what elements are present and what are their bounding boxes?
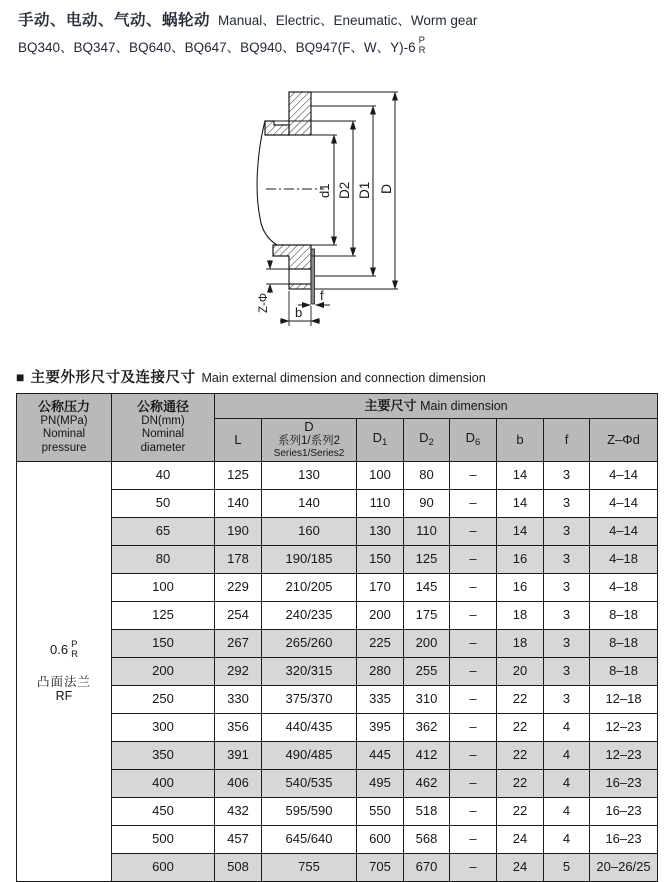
dimension-cell: – [450, 770, 497, 798]
dimension-cell: 24 [497, 854, 544, 882]
dimension-cell: 310 [404, 686, 450, 714]
dimension-cell: – [450, 546, 497, 574]
dimension-cell: 178 [215, 546, 262, 574]
dimension-cell: 145 [404, 574, 450, 602]
dimension-cell: 16 [497, 574, 544, 602]
dimension-cell: 550 [357, 798, 404, 826]
table-row [17, 462, 658, 490]
table-row [17, 798, 658, 826]
dimension-cell: 22 [497, 742, 544, 770]
drive-types-line [18, 8, 658, 30]
dimension-cell: – [450, 602, 497, 630]
table-row [17, 630, 658, 658]
dimension-cell: 175 [404, 602, 450, 630]
diameter-column-header: 公称通径 DN(mm) Nominal diameter [112, 394, 215, 462]
dimension-cell: 4–18 [590, 574, 658, 602]
dimension-cell: 24 [497, 826, 544, 854]
section-title-en: Main external dimension and connection dimension [201, 371, 486, 385]
dimension-cell: 225 [357, 630, 404, 658]
col-header-D-series: D 系列1/系列2 Series1/Series2 [262, 419, 357, 462]
dimension-cell: 18 [497, 602, 544, 630]
col-header-b: b [497, 419, 544, 462]
dn-cell: 40 [112, 462, 215, 490]
dimension-cell: 495 [357, 770, 404, 798]
dimension-cell: 8–18 [590, 630, 658, 658]
dimension-cell: 440/435 [262, 714, 357, 742]
dimension-cell: 412 [404, 742, 450, 770]
pressure-column-header: 公称压力 PN(MPa) Nominal pressure [17, 394, 112, 462]
pipe-break-line [257, 121, 277, 245]
dim-label-D: D [378, 183, 394, 194]
section-title [16, 366, 486, 387]
dn-cell: 80 [112, 546, 215, 574]
dimension-cell: 20–26/25 [590, 854, 658, 882]
section-title-zh: 主要外形尺寸及连接尺寸 [30, 370, 196, 386]
dimension-cell: 432 [215, 798, 262, 826]
dimension-cell: 12–23 [590, 742, 658, 770]
dimension-cell: 150 [357, 546, 404, 574]
lower-flange-section [273, 245, 311, 269]
table-row [17, 826, 658, 854]
dimension-cell: 170 [357, 574, 404, 602]
dimension-cell: – [450, 854, 497, 882]
dimension-cell: 8–18 [590, 602, 658, 630]
raised-face-strip [311, 249, 315, 304]
lower-flange-tip-section [289, 284, 311, 289]
dn-cell: 600 [112, 854, 215, 882]
dimension-cell: 267 [215, 630, 262, 658]
drive-types-en: Manual、Electric、Eneumatic、Worm gear [218, 13, 478, 28]
dimension-cell: 4 [544, 826, 590, 854]
dimension-cell: 4 [544, 714, 590, 742]
dimension-cell: 280 [357, 658, 404, 686]
pressure-class-stack: P R [418, 35, 426, 57]
dimension-cell: – [450, 686, 497, 714]
dimension-cell: 80 [404, 462, 450, 490]
dimension-cell: 4–14 [590, 462, 658, 490]
dn-cell: 100 [112, 574, 215, 602]
dimension-cell: 292 [215, 658, 262, 686]
dn-cell: 150 [112, 630, 215, 658]
dimension-cell: – [450, 518, 497, 546]
section-bullet-icon: ■ [16, 369, 25, 385]
dimension-cell: 130 [262, 462, 357, 490]
dn-cell: 450 [112, 798, 215, 826]
table-row [17, 686, 658, 714]
dimension-cell: 110 [357, 490, 404, 518]
col-header-D1: $D_1$ [357, 419, 404, 462]
dimension-cell: 140 [215, 490, 262, 518]
dimension-cell: – [450, 658, 497, 686]
dimension-cell: 190 [215, 518, 262, 546]
dn-cell: 200 [112, 658, 215, 686]
dimension-cell: – [450, 826, 497, 854]
dimension-cell: 265/260 [262, 630, 357, 658]
dn-cell: 500 [112, 826, 215, 854]
col-header-f: f [544, 419, 590, 462]
table-row [17, 602, 658, 630]
table-row [17, 546, 658, 574]
dim-label-D2: D2 [337, 181, 352, 199]
dimension-cell: 8–18 [590, 658, 658, 686]
dimension-cell: 3 [544, 658, 590, 686]
dimension-cell: 445 [357, 742, 404, 770]
dim-label-D1: D1 [357, 181, 372, 199]
dimension-cell: 3 [544, 630, 590, 658]
dimension-cell: 362 [404, 714, 450, 742]
dimension-cell: 16 [497, 546, 544, 574]
table-row [17, 518, 658, 546]
dimension-cell: 5 [544, 854, 590, 882]
dimension-cell: 16–23 [590, 770, 658, 798]
dimension-cell: 395 [357, 714, 404, 742]
dimension-cell: 22 [497, 686, 544, 714]
dn-cell: 50 [112, 490, 215, 518]
dimension-cell: 110 [404, 518, 450, 546]
dn-cell: 400 [112, 770, 215, 798]
dimension-cell: 540/535 [262, 770, 357, 798]
dimension-cell: 4 [544, 770, 590, 798]
dimension-cell: 240/235 [262, 602, 357, 630]
dimension-cell: 16–23 [590, 826, 658, 854]
dimension-cell: 705 [357, 854, 404, 882]
dim-label-f: f [320, 288, 324, 303]
dimension-cell: – [450, 490, 497, 518]
dimension-cell: 4 [544, 742, 590, 770]
col-header-D6: $D_6$ [450, 419, 497, 462]
drive-types-zh: 手动、电动、气动、蜗轮动 [18, 12, 211, 29]
table-row [17, 770, 658, 798]
dimension-cell: 3 [544, 686, 590, 714]
dimension-cell: 16–23 [590, 798, 658, 826]
dimension-cell: 14 [497, 518, 544, 546]
page-header [18, 8, 658, 57]
model-series-line [18, 36, 658, 57]
dimension-cell: 4 [544, 798, 590, 826]
dimension-cell: 457 [215, 826, 262, 854]
table-row [17, 854, 658, 882]
dimension-cell: 4–14 [590, 490, 658, 518]
dimension-cell: 4–14 [590, 518, 658, 546]
dimension-cell: 356 [215, 714, 262, 742]
dimension-cell: – [450, 630, 497, 658]
dimension-cell: 645/640 [262, 826, 357, 854]
dimension-cell: 125 [404, 546, 450, 574]
dimension-cell: 3 [544, 462, 590, 490]
dimension-cell: 3 [544, 602, 590, 630]
dimension-cell: – [450, 714, 497, 742]
dimension-cell: – [450, 462, 497, 490]
dimension-cell: 3 [544, 518, 590, 546]
dimension-cell: 14 [497, 490, 544, 518]
col-header-z-phi-d: Z–Φd [590, 419, 658, 462]
col-header-D2: $D_2$ [404, 419, 450, 462]
dimension-cell: 254 [215, 602, 262, 630]
dimension-cell: 20 [497, 658, 544, 686]
dimension-cell: 14 [497, 462, 544, 490]
table-row [17, 714, 658, 742]
model-series-text: BQ340、BQ347、BQ640、BQ647、BQ940、BQ947(F、W、Y)-6 [18, 40, 416, 56]
dimension-cell: 670 [404, 854, 450, 882]
upper-pipe-wall-section [265, 121, 289, 135]
dn-cell: 350 [112, 742, 215, 770]
dimension-cell: 3 [544, 546, 590, 574]
dimension-cell: 12–23 [590, 714, 658, 742]
flange-dimension-drawing [240, 76, 430, 338]
dimension-cell: 320/315 [262, 658, 357, 686]
dimension-cell: 3 [544, 574, 590, 602]
dimension-cell: 508 [215, 854, 262, 882]
dimension-cell: 755 [262, 854, 357, 882]
dimension-table [16, 393, 658, 882]
dimension-cell: 490/485 [262, 742, 357, 770]
table-row [17, 658, 658, 686]
dimension-cell: 210/205 [262, 574, 357, 602]
dimension-cell: 4–18 [590, 546, 658, 574]
dimension-cell: 130 [357, 518, 404, 546]
dimension-cell: 600 [357, 826, 404, 854]
pressure-class-cell: 0.6 P R 凸面法兰 RF [17, 462, 112, 882]
table-row [17, 574, 658, 602]
dn-cell: 300 [112, 714, 215, 742]
dim-label-z: Z-Φ [258, 292, 270, 313]
main-dimension-band-header: 主要尺寸 Main dimension [215, 394, 658, 419]
dimension-cell: 229 [215, 574, 262, 602]
col-header-L: L [215, 419, 262, 462]
dimension-cell: 406 [215, 770, 262, 798]
dimension-cell: 335 [357, 686, 404, 714]
dimension-cell: 125 [215, 462, 262, 490]
dimension-cell: 375/370 [262, 686, 357, 714]
dimension-cell: 22 [497, 798, 544, 826]
dimension-cell: 330 [215, 686, 262, 714]
dimension-cell: 140 [262, 490, 357, 518]
table-row [17, 490, 658, 518]
dimension-cell: 200 [404, 630, 450, 658]
dimension-cell: 100 [357, 462, 404, 490]
dn-cell: 65 [112, 518, 215, 546]
dn-cell: 125 [112, 602, 215, 630]
dimension-cell: 595/590 [262, 798, 357, 826]
dim-label-b: b [295, 305, 303, 320]
dimension-cell: 568 [404, 826, 450, 854]
dimension-cell: 190/185 [262, 546, 357, 574]
dimension-cell: 462 [404, 770, 450, 798]
dimension-cell: 3 [544, 490, 590, 518]
dimension-cell: 200 [357, 602, 404, 630]
dimension-cell: 18 [497, 630, 544, 658]
dimension-cell: – [450, 574, 497, 602]
table-row [17, 742, 658, 770]
dimension-cell: 22 [497, 714, 544, 742]
dimension-cell: – [450, 798, 497, 826]
dimension-cell: 255 [404, 658, 450, 686]
dimension-cell: 22 [497, 770, 544, 798]
dimension-cell: 518 [404, 798, 450, 826]
dim-label-d1: d1 [317, 183, 332, 198]
dn-cell: 250 [112, 686, 215, 714]
dimension-cell: 391 [215, 742, 262, 770]
dimension-cell: – [450, 742, 497, 770]
dimension-cell: 160 [262, 518, 357, 546]
dimension-cell: 90 [404, 490, 450, 518]
dimension-cell: 12–18 [590, 686, 658, 714]
upper-flange-section [289, 92, 311, 135]
